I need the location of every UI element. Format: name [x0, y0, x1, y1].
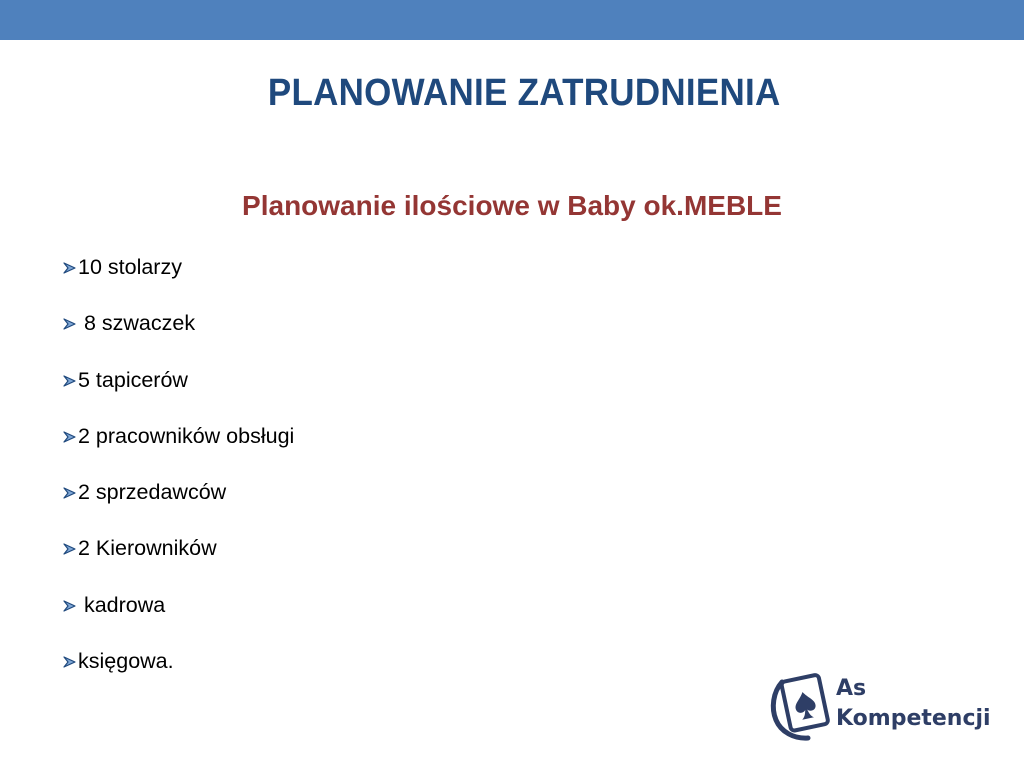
arrow-bullet-icon: [62, 475, 78, 509]
list-item: [62, 363, 294, 419]
slide-subtitle: Planowanie ilościowe w Baby ok.MEBLE: [242, 190, 782, 221]
bullet-text: 2 pracowników obsługi: [78, 423, 295, 448]
list-item: [62, 306, 294, 362]
arrow-bullet-icon: [62, 419, 78, 453]
list-item: [62, 531, 294, 587]
list-item: [62, 250, 294, 306]
list-item: [62, 475, 294, 531]
bullet-text: 2 sprzedawców: [78, 480, 227, 505]
logo-text-line2: Kompetencji: [836, 706, 991, 731]
list-item: [62, 419, 294, 475]
slide-title: PLANOWANIE ZATRUDNIENIA: [267, 72, 781, 114]
bullet-text: 5 tapicerów: [78, 367, 188, 392]
arrow-bullet-icon: [62, 531, 78, 565]
arrow-bullet-icon: [62, 644, 78, 678]
list-item: [62, 588, 294, 644]
bullet-text: 8 szwaczek: [78, 311, 196, 336]
bullet-text: księgowa.: [78, 649, 174, 674]
as-kompetencji-logo: [768, 668, 1000, 748]
bullet-text: kadrowa: [78, 592, 166, 617]
spade-card-icon: [768, 668, 832, 744]
logo-text-line1: As: [836, 676, 867, 701]
arrow-bullet-icon: [62, 588, 78, 622]
bullet-text: 10 stolarzy: [78, 255, 182, 279]
bullet-text: 2 Kierowników: [78, 536, 217, 561]
top-accent-bar: [0, 0, 1024, 40]
arrow-bullet-icon: [62, 250, 78, 284]
arrow-bullet-icon: [62, 306, 78, 340]
list-item: [62, 644, 294, 700]
arrow-bullet-icon: [62, 363, 78, 397]
bullet-list: [62, 250, 294, 700]
